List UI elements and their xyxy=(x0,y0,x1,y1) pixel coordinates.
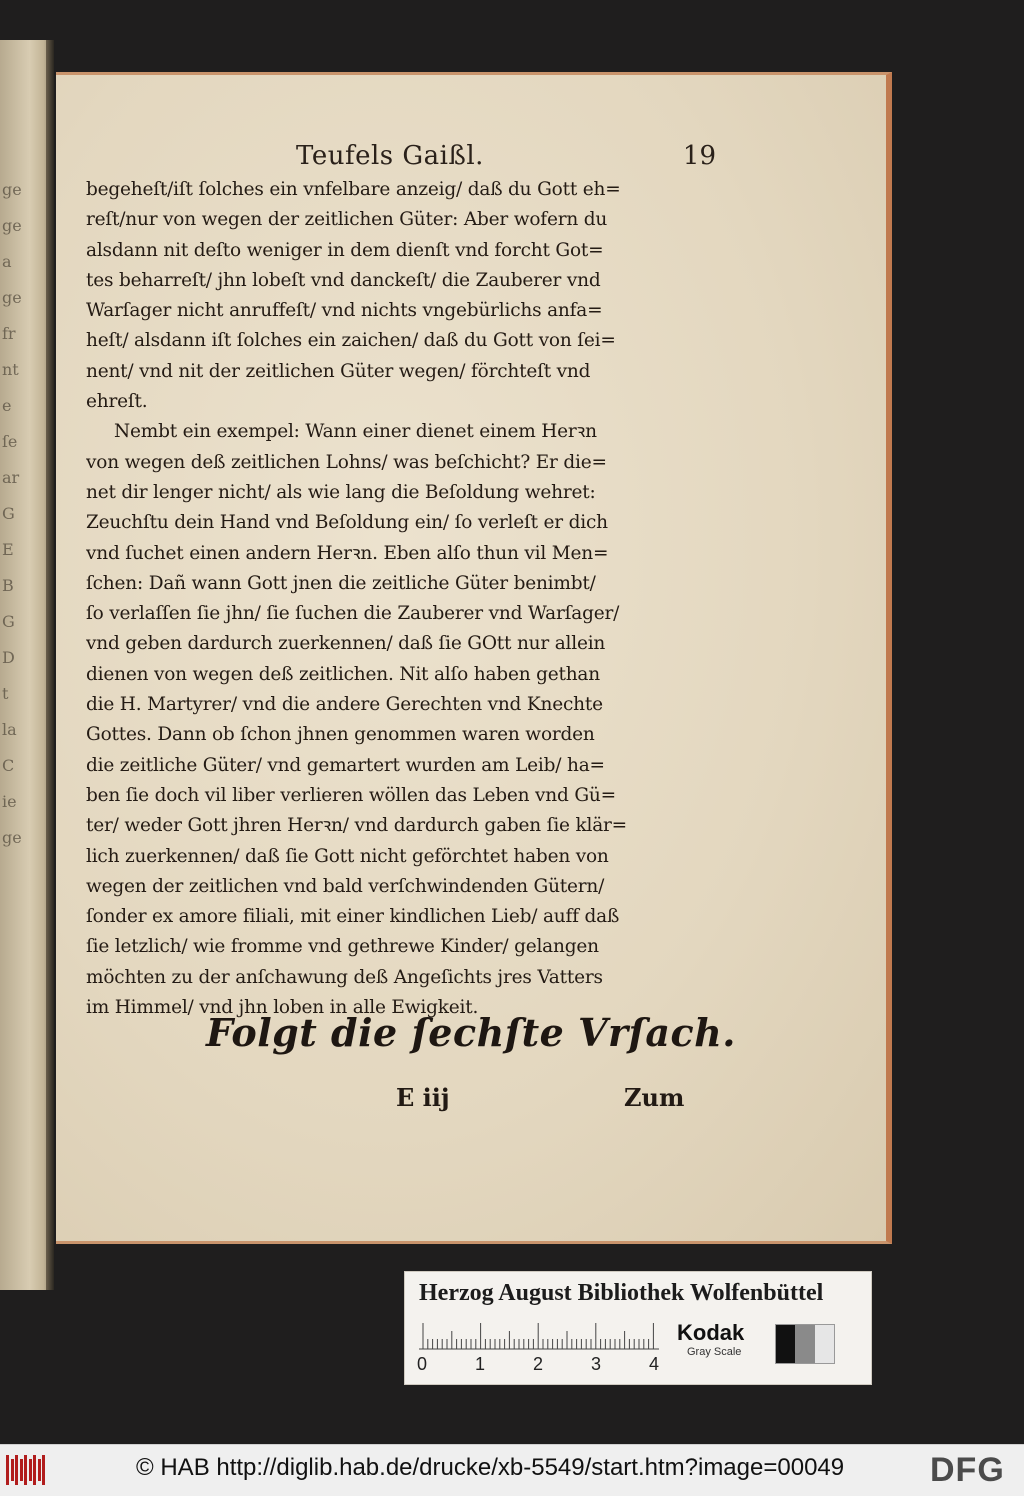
logo-bar xyxy=(20,1459,23,1481)
facing-page-glyph: nt xyxy=(2,360,19,379)
text-line: Gottes. Dann ob ſchon jhnen genommen waren worden xyxy=(86,724,595,746)
kodak-subtitle: Gray Scale xyxy=(687,1346,742,1358)
facing-page-glyph: ie xyxy=(2,792,17,811)
gray-patch xyxy=(815,1325,834,1363)
logo-bar xyxy=(42,1455,45,1485)
text-line: ſchen: Dañ wann Gott jnen die zeitliche Güter benimbt/ xyxy=(86,572,596,594)
text-line: vnd ſuchet einen andern Herꝛn. Eben alſo thun vil Men= xyxy=(86,542,609,564)
text-line: dienen von wegen deß zeitlichen. Nit alſo haben gethan xyxy=(86,663,600,685)
logo-bar xyxy=(6,1455,9,1485)
text-line: Nembt ein exempel: Wann einer dienet einem Herꝛn xyxy=(114,421,597,443)
facing-page-glyph: ge xyxy=(2,828,22,847)
text-line: heſt/ alsdann iſt ſolches ein zaichen/ daß du Gott von ſei= xyxy=(86,330,616,352)
ruler-number: 1 xyxy=(475,1354,486,1374)
facing-page-glyph: E xyxy=(2,540,14,559)
facing-page-glyph: D xyxy=(2,648,15,667)
section-heading: Folgt die ſechſte Vrſach. xyxy=(206,1010,737,1055)
page-number: 19 xyxy=(682,141,716,171)
facing-page-glyph: fr xyxy=(2,324,16,343)
signature-mark: E iij xyxy=(396,1083,450,1112)
kodak-brand: Kodak xyxy=(677,1320,745,1345)
text-line: ter/ weder Gott jhren Herꝛn/ vnd dardurch gaben ſie klär= xyxy=(86,815,627,837)
facing-page-glyph: la xyxy=(2,720,17,739)
body-text xyxy=(86,175,696,1023)
text-line: reſt/nur von wegen der zeitlichen Güter: Aber wofern du xyxy=(86,209,608,231)
text-line: im Himmel/ vnd jhn loben in alle Ewigkeit. xyxy=(86,997,479,1019)
gray-patch xyxy=(776,1325,795,1363)
facing-page-edge xyxy=(0,40,54,1290)
footer-copyright-link[interactable]: © HAB http://diglib.hab.de/drucke/xb-5549/start.htm?image=00049 xyxy=(136,1454,845,1481)
facing-page-glyph: ſe xyxy=(2,432,18,451)
facing-page-glyph: a xyxy=(2,252,12,271)
text-line: lich zuerkennen/ daß ſie Gott nicht geförchtet haben von xyxy=(86,845,609,867)
facing-page-glyph: ar xyxy=(2,468,20,487)
ruler-numbers xyxy=(417,1354,667,1376)
text-line: alsdann nit deſto weniger in dem dienſt vnd forcht Got= xyxy=(86,239,604,261)
logo-bar xyxy=(29,1459,32,1481)
library-color-card xyxy=(404,1271,872,1385)
text-line: Zeuchſtu dein Hand vnd Beſoldung ein/ ſo verleſt er dich xyxy=(86,512,608,534)
logo-bar xyxy=(11,1459,14,1481)
text-line: Warſager nicht anruffeſt/ vnd nichts vngebürlichs anfa= xyxy=(86,300,603,322)
library-name: Herzog August Bibliothek Wolfenbüttel xyxy=(419,1280,824,1306)
gray-patch xyxy=(795,1325,814,1363)
book-page xyxy=(56,72,892,1244)
ruler-number: 0 xyxy=(417,1354,428,1374)
ruler-number: 2 xyxy=(533,1354,544,1374)
facing-page-glyph: e xyxy=(2,396,12,415)
footer-bar xyxy=(0,1444,1024,1496)
facing-page-glyph: ge xyxy=(2,180,22,199)
text-line: die H. Martyrer/ vnd die andere Gerechten vnd Knechte xyxy=(86,694,603,716)
gray-scale-patches xyxy=(775,1324,835,1364)
facing-page-glyph: ge xyxy=(2,216,22,235)
hab-logo-icon[interactable] xyxy=(6,1455,48,1485)
text-line: wegen der zeitlichen vnd bald verſchwindenden Gütern/ xyxy=(86,875,605,897)
logo-bar xyxy=(38,1459,41,1481)
running-title: Teufels Gaißl. xyxy=(296,141,484,171)
dfg-logo[interactable]: DFG xyxy=(930,1451,1005,1489)
logo-bar xyxy=(24,1455,27,1485)
facing-page-glyph: C xyxy=(2,756,15,775)
text-line: von wegen deß zeitlichen Lohns/ was beſchicht? Er die= xyxy=(86,451,607,473)
text-line: nent/ vnd nit der zeitlichen Güter wegen/ förchteſt vnd xyxy=(86,360,591,382)
text-line: ben ſie doch vil liber verlieren wöllen das Leben vnd Gü= xyxy=(86,784,616,806)
facing-page-glyph: B xyxy=(2,576,14,595)
text-line: möchten zu der anſchawung deß Angeſichts jres Vatters xyxy=(86,966,603,988)
text-line: ſo verlaſſen ſie jhn/ ſie ſuchen die Zauberer vnd Warſager/ xyxy=(86,603,620,625)
ruler-number: 4 xyxy=(649,1354,660,1374)
book-spine xyxy=(46,40,54,1290)
text-line: tes beharreſt/ jhn lobeſt vnd danckeſt/ die Zauberer vnd xyxy=(86,269,601,291)
text-line: ehreſt. xyxy=(86,391,148,413)
text-line: die zeitliche Güter/ vnd gemartert wurden am Leib/ ha= xyxy=(86,754,605,776)
catchword: Zum xyxy=(624,1083,685,1112)
text-line: begeheſt/iſt ſolches ein vnfelbare anzeig/ daß du Gott eh= xyxy=(86,179,621,200)
logo-bar xyxy=(15,1455,18,1485)
ruler-scale xyxy=(419,1320,659,1350)
text-line: net dir lenger nicht/ als wie lang die Beſoldung wehret: xyxy=(86,481,596,503)
facing-page-glyph: t xyxy=(2,684,9,703)
text-line: ſonder ex amore filiali, mit einer kindlichen Lieb/ auff daß xyxy=(86,906,620,928)
logo-bar xyxy=(33,1455,36,1485)
facing-page-glyph: G xyxy=(2,504,15,523)
ruler-number: 3 xyxy=(591,1354,602,1374)
text-line: vnd geben dardurch zuerkennen/ daß ſie GOtt nur allein xyxy=(86,633,606,655)
text-line: ſie letzlich/ wie fromme vnd gethrewe Kinder/ gelangen xyxy=(86,936,599,958)
facing-page-glyph: G xyxy=(2,612,15,631)
facing-page-glyph: ge xyxy=(2,288,22,307)
